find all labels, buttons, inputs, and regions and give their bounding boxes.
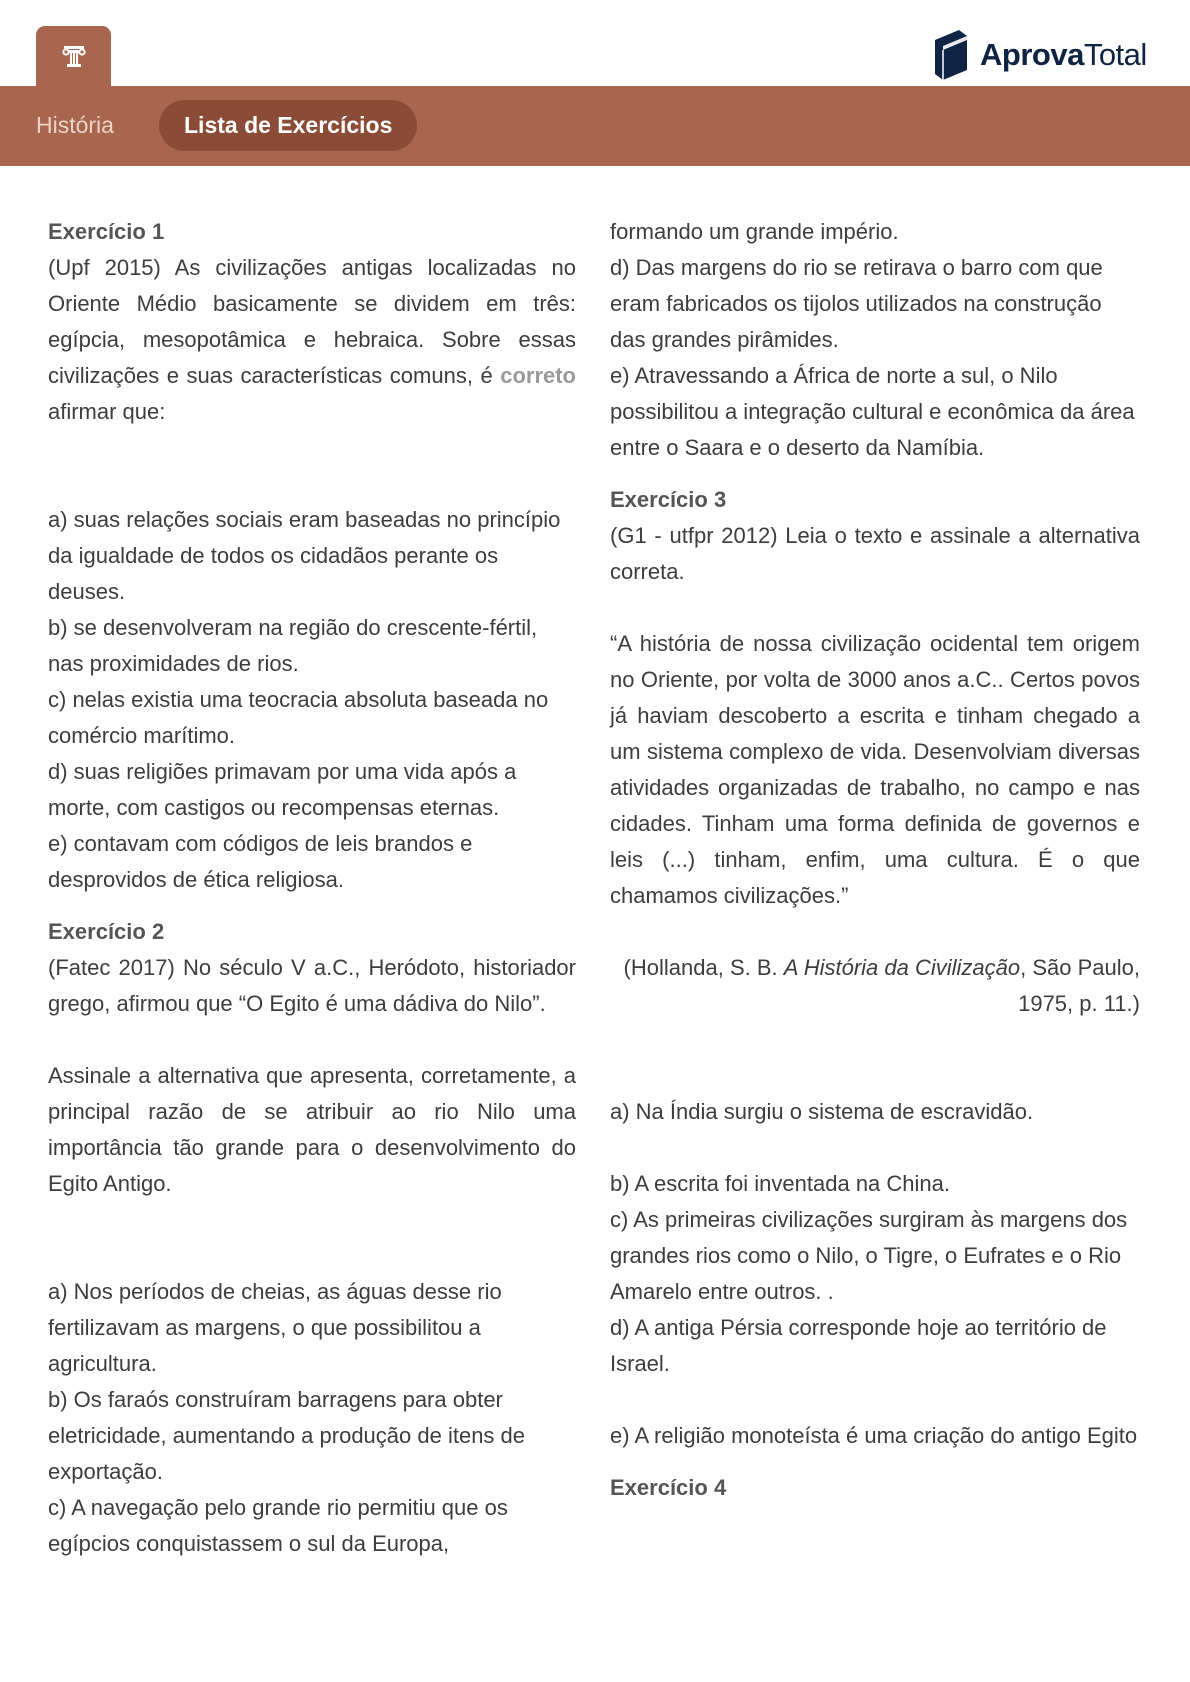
book-logo-icon	[931, 28, 971, 82]
exercise-1-option-b: b) se desenvolveram na região do crescente-fértil, nas proximidades de rios.	[48, 615, 538, 676]
exercise-1-option-e: e) contavam com códigos de leis brandos e desprovidos de ética religiosa.	[48, 831, 473, 892]
exercise-1-stem-highlight: correto	[500, 363, 576, 388]
breadcrumb-subject[interactable]: História	[36, 112, 114, 138]
exercise-1-stem-end: afirmar que:	[48, 399, 166, 424]
exercise-1-title: Exercício 1	[48, 219, 165, 244]
exercise-1-option-d: d) suas religiões primavam por uma vida após a morte, com castigos ou recompensas eternas.	[48, 759, 517, 820]
subject-tab	[36, 26, 111, 86]
exercise-1-option-a: a) suas relações sociais eram baseadas no princípio da igualdade de todos os cidadãos perante os deuses.	[48, 507, 561, 604]
exercise-3-quote: “A história de nossa civilização ocidental tem origem no Oriente, por volta de 3000 anos a.C.. Certos povos já haviam descoberto a escrita e tinham chegado a um sistema complexo de vida. Desenvolviam diversas atividades organizadas de trabalho, no campo e nas cidades. Tinham uma forma definida de governos e leis (...) tinham, enfim, uma cultura. É o que chamamos civilizações.”	[610, 631, 1140, 908]
exercise-2-option-a: a) Nos períodos de cheias, as águas desse rio fertilizavam as margens, o que possibilitou a agricultura.	[48, 1279, 502, 1376]
exercise-4-title: Exercício 4	[610, 1475, 727, 1500]
exercise-1-stem-start: (Upf 2015) As civilizações antigas localizadas no Oriente Médio basicamente se dividem em três: egípcia, mesopotâmica e hebraica. Sobre essas civilizações e suas características comuns, é	[48, 255, 576, 388]
exercise-3-option-a: a) Na Índia surgiu o sistema de escravidão.	[610, 1099, 1034, 1124]
header-bar	[0, 86, 1190, 166]
exercise-2-question: Assinale a alternativa que apresenta, corretamente, a principal razão de se atribuir ao rio Nilo uma importância tão grande para o desenvolvimento do Egito Antigo.	[48, 1063, 576, 1196]
exercise-3-option-b: b) A escrita foi inventada na China.	[610, 1171, 950, 1196]
right-column	[610, 214, 1140, 1506]
exercise-2-option-d: d) Das margens do rio se retirava o barro com que eram fabricados os tijolos utilizados na construção das grandes pirâmides.	[610, 255, 1103, 352]
exercise-3-stem: (G1 - utfpr 2012) Leia o texto e assinale a alternativa correta.	[610, 523, 1140, 584]
exercise-3-option-d: d) A antiga Pérsia corresponde hoje ao território de Israel.	[610, 1315, 1107, 1376]
exercise-3-title: Exercício 3	[610, 487, 727, 512]
breadcrumb-list-pill[interactable]: Lista de Exercícios	[159, 100, 417, 151]
exercise-2-stem: (Fatec 2017) No século V a.C., Heródoto, historiador grego, afirmou que “O Egito é uma dádiva do Nilo”.	[48, 955, 576, 1016]
left-column	[48, 214, 576, 1562]
exercise-3-option-c: c) As primeiras civilizações surgiram às margens dos grandes rios como o Nilo, o Tigre, o Eufrates e o Rio Amarelo entre outros. .	[610, 1207, 1128, 1304]
exercise-2-option-e: e) Atravessando a África de norte a sul, o Nilo possibilitou a integração cultural e econômica da área entre o Saara e o deserto da Namíbia.	[610, 363, 1135, 460]
greek-column-icon	[61, 43, 87, 69]
exercise-2-option-b: b) Os faraós construíram barragens para obter eletricidade, aumentando a produção de itens de exportação.	[48, 1387, 526, 1484]
exercise-2-option-c-continued: formando um grande império.	[610, 219, 899, 244]
exercise-3-option-e: e) A religião monoteísta é uma criação do antigo Egito	[610, 1423, 1138, 1448]
citation-title: A História da Civilização	[783, 955, 1021, 980]
exercise-3-citation	[610, 950, 1140, 1022]
exercise-2-title: Exercício 2	[48, 919, 165, 944]
exercise-1-option-c: c) nelas existia uma teocracia absoluta baseada no comércio marítimo.	[48, 687, 549, 748]
citation-start: (Hollanda, S. B.	[623, 955, 784, 980]
exercise-2-option-c: c) A navegação pelo grande rio permitiu que os egípcios conquistassem o sul da Europa,	[48, 1495, 508, 1556]
citation-end: , São Paulo, 1975, p. 11.)	[1018, 955, 1140, 1016]
logo-text	[980, 37, 1147, 73]
logo-regular: Total	[1083, 37, 1147, 72]
logo-bold: Aprova	[980, 37, 1084, 72]
exercise-1-stem	[48, 250, 576, 430]
